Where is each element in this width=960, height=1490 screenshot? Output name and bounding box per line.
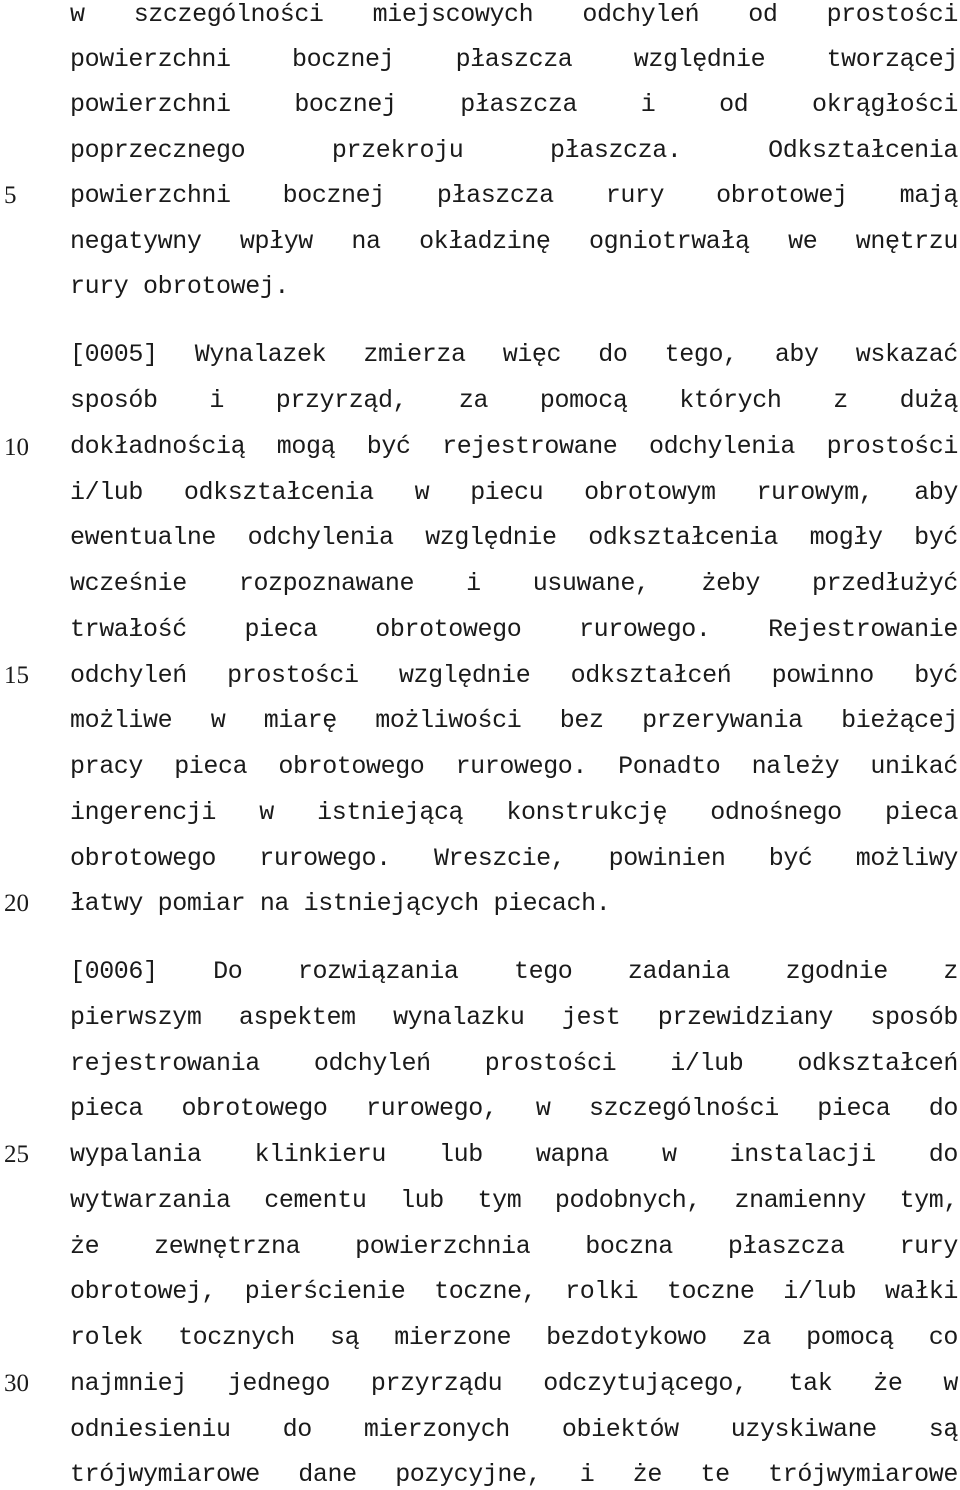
text-line: sposób i przyrząd, za pomocą których z dużą (70, 386, 958, 415)
text-line: odchyleń prostości względnie odkształceń powinno być (70, 661, 958, 690)
text-line: możliwe w miarę możliwości bez przerywania bieżącej (70, 706, 958, 735)
text-line: powierzchni bocznej płaszcza względnie tworzącej (70, 45, 958, 74)
text-line: powierzchni bocznej płaszcza i od okrągłości (70, 90, 958, 119)
text-line: wytwarzania cementu lub tym podobnych, znamienny tym, (70, 1186, 958, 1215)
text-line: obrotowej, pierścienie toczne, rolki toczne i/lub wałki (70, 1277, 958, 1306)
line-number-25: 25 (4, 1141, 29, 1168)
text-line: łatwy pomiar na istniejących piecach. (70, 889, 611, 918)
text-line: najmniej jednego przyrządu odczytującego, tak że w (70, 1369, 958, 1398)
text-line: w szczególności miejscowych odchyleń od prostości (70, 0, 958, 29)
text-line: rejestrowania odchyleń prostości i/lub odkształceń (70, 1049, 958, 1078)
text-line: odniesieniu do mierzonych obiektów uzyskiwane są (70, 1415, 958, 1444)
text-line: ewentualne odchylenia względnie odkształcenia mogły być (70, 523, 958, 552)
text-line: trójwymiarowe dane pozycyjne, i że te trójwymiarowe (70, 1460, 958, 1489)
line-number-20: 20 (4, 890, 29, 917)
text-line: wcześnie rozpoznawane i usuwane, żeby przedłużyć (70, 569, 958, 598)
text-line: pieca obrotowego rurowego, w szczególności pieca do (70, 1094, 958, 1123)
text-line: i/lub odkształcenia w piecu obrotowym rurowym, aby (70, 478, 958, 507)
text-line: że zewnętrzna powierzchnia boczna płaszcza rury (70, 1232, 958, 1261)
text-line: wypalania klinkieru lub wapna w instalacji do (70, 1140, 958, 1169)
text-line: powierzchni bocznej płaszcza rury obrotowej mają (70, 181, 958, 210)
text-line: dokładnością mogą być rejestrowane odchylenia prostości (70, 432, 958, 461)
text-line: trwałość pieca obrotowego rurowego. Rejestrowanie (70, 615, 958, 644)
text-line: pracy pieca obrotowego rurowego. Ponadto należy unikać (70, 752, 958, 781)
paragraph-first-line: [0005] Wynalazek zmierza więc do tego, aby wskazać (70, 340, 958, 369)
text-line: rury obrotowej. (70, 272, 290, 301)
text-line: rolek tocznych są mierzone bezdotykowo za pomocą co (70, 1323, 958, 1352)
line-number-10: 10 (4, 434, 29, 461)
line-number-15: 15 (4, 662, 29, 689)
line-number-5: 5 (4, 182, 17, 209)
text-line: poprzecznego przekroju płaszcza. Odkształcenia (70, 136, 958, 165)
text-line: ingerencji w istniejącą konstrukcję odnośnego pieca (70, 798, 958, 827)
text-line: pierwszym aspektem wynalazku jest przewidziany sposób (70, 1003, 958, 1032)
text-line: negatywny wpływ na okładzinę ogniotrwałą we wnętrzu (70, 227, 958, 256)
line-number-30: 30 (4, 1370, 29, 1397)
text-line: obrotowego rurowego. Wreszcie, powinien być możliwy (70, 844, 958, 873)
paragraph-first-line: [0006] Do rozwiązania tego zadania zgodnie z (70, 957, 958, 986)
